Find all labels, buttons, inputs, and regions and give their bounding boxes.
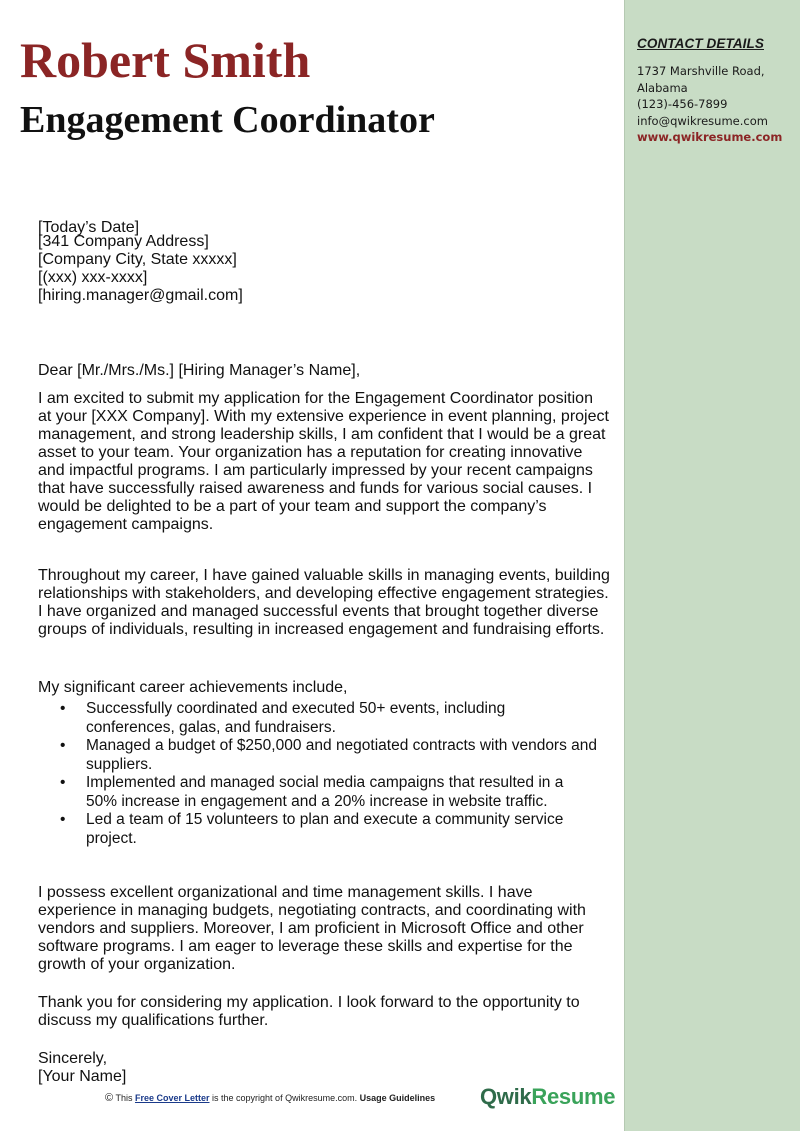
- bullet-icon: •: [60, 774, 66, 791]
- salutation: Dear [Mr./Mrs./Ms.] [Hiring Manager’s Name],: [38, 362, 361, 379]
- job-title: Engagement Coordinator: [20, 99, 435, 141]
- recipient-email: [hiring.manager@gmail.com]: [38, 287, 243, 304]
- footer-copyright-text: is the copyright of Qwikresume.com.: [212, 1093, 358, 1103]
- copyright-icon: ©: [105, 1092, 114, 1104]
- paragraph-skills: I possess excellent organizational and time management skills. I have experience in managing budgets, negotiating contracts, and coordinating with vendors and suppliers. Moreover, I am proficient in Microsoft Office and other software programs. I am eager to leverage these skills and expertise for the growth of your organization.: [38, 884, 586, 973]
- contact-sidebar: [624, 0, 800, 1131]
- paragraph-intro: I am excited to submit my application for the Engagement Coordinator position at your [XXX Company]. With my extensive experience in event planning, project management, and strong leadership skills, I am confident that I would be a great asset to your team. Your organization has a reputation for creating innovative and impactful programs. I am particularly impressed by your recent campaigns that have successfully raised awareness and funds for various social causes. I would be delighted to be a part of your team and support the company’s engagement campaigns.: [38, 390, 609, 533]
- free-cover-letter-link[interactable]: Free Cover Letter: [134, 1093, 210, 1103]
- achievement-text: Successfully coordinated and executed 50+ events, including conferences, galas, and fundraisers.: [86, 700, 506, 736]
- list-item: [38, 700, 598, 737]
- recipient-city: [Company City, State xxxxx]: [38, 251, 237, 268]
- bullet-icon: •: [60, 811, 66, 828]
- qwikresume-logo[interactable]: [480, 1084, 615, 1110]
- contact-address-line2: Alabama: [637, 80, 688, 95]
- list-item: [38, 774, 598, 811]
- logo-part-qwik: Qwik: [480, 1084, 532, 1109]
- paragraph-experience: Throughout my career, I have gained valuable skills in managing events, building relationships with stakeholders, and developing effective engagement strategies. I have organized and managed successful events that brought together diverse groups of individuals, resulting in increased engagement and fundraising efforts.: [38, 567, 610, 638]
- contact-phone: (123)-456-7899: [637, 97, 728, 111]
- bullet-icon: •: [60, 737, 66, 754]
- contact-website[interactable]: www.qwikresume.com: [637, 130, 783, 144]
- contact-address-line1: 1737 Marshville Road,: [637, 64, 765, 78]
- recipient-address: [341 Company Address]: [38, 233, 209, 250]
- footer-copyright: [105, 1092, 435, 1104]
- list-item: [38, 811, 598, 848]
- recipient-block: [38, 233, 243, 305]
- applicant-name: Robert Smith: [20, 32, 311, 88]
- bullet-icon: •: [60, 700, 66, 717]
- recipient-phone: [(xxx) xxx-xxxx]: [38, 269, 148, 286]
- contact-email[interactable]: info@qwikresume.com: [637, 113, 768, 128]
- letter-date: [Today’s Date]: [38, 219, 140, 236]
- signature: [Your Name]: [38, 1068, 127, 1085]
- closing: Sincerely,: [38, 1050, 108, 1067]
- achievement-text: Led a team of 15 volunteers to plan and execute a community service project.: [86, 811, 564, 847]
- achievement-text: Managed a budget of $250,000 and negotiated contracts with vendors and suppliers.: [86, 737, 598, 773]
- achievements-intro: My significant career achievements include,: [38, 679, 348, 696]
- achievements-list: [38, 700, 598, 848]
- contact-heading: CONTACT DETAILS: [637, 36, 764, 51]
- footer-this: This: [115, 1093, 133, 1103]
- list-item: [38, 737, 598, 774]
- achievement-text: Implemented and managed social media campaigns that resulted in a 50% increase in engagement and a 20% increase in website traffic.: [86, 774, 564, 810]
- logo-part-resume: Resume: [531, 1084, 616, 1109]
- usage-guidelines-link[interactable]: Usage Guidelines: [359, 1093, 436, 1103]
- paragraph-thanks: Thank you for considering my application. I look forward to the opportunity to discuss my qualifications further.: [38, 994, 580, 1029]
